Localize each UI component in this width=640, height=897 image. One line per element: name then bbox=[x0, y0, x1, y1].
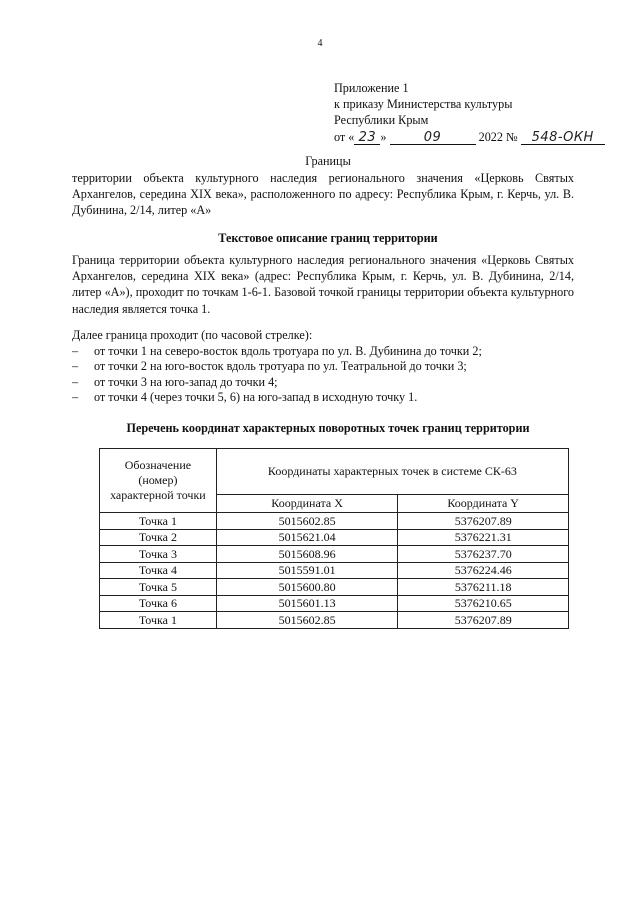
table-cell: Точка 1 bbox=[100, 612, 217, 629]
list-item: – от точки 2 на юго-восток вдоль тротуара по ул. Театральной до точки 3; bbox=[72, 359, 467, 374]
table-cell: 5376221.31 bbox=[398, 529, 569, 546]
date-prefix: от « bbox=[334, 129, 355, 144]
order-number: 548-ОКН bbox=[521, 131, 605, 145]
table-cell: 5376237.70 bbox=[398, 546, 569, 563]
section1-heading: Текстовое описание границ территории bbox=[218, 231, 438, 245]
table-cell: Точка 5 bbox=[100, 579, 217, 596]
table-row bbox=[100, 595, 569, 612]
table-cell: 5015621.04 bbox=[216, 529, 398, 546]
page-number: 4 bbox=[317, 38, 323, 49]
list-item: – от точки 3 на юго-запад до точки 4; bbox=[72, 374, 278, 389]
table-cell: 5376211.18 bbox=[398, 579, 569, 596]
coordinate-system-header: Координаты характерных точек в системе СК-63 bbox=[216, 449, 568, 495]
table-cell: 5376207.89 bbox=[398, 612, 569, 629]
date-day: 23 bbox=[354, 131, 380, 145]
table-cell: 5015601.13 bbox=[216, 595, 398, 612]
table-row bbox=[100, 562, 569, 579]
table-cell: Точка 4 bbox=[100, 562, 217, 579]
date-year: 2022 № bbox=[478, 129, 518, 144]
appendix-block bbox=[334, 80, 605, 145]
dash-marker: – bbox=[72, 359, 79, 374]
table-cell: Точка 1 bbox=[100, 513, 217, 530]
route-intro: Далее граница проходит (по часовой стрелке): bbox=[72, 328, 313, 342]
table-cell: Точка 3 bbox=[100, 546, 217, 563]
x-column-header: Координата X bbox=[216, 495, 398, 513]
table-row bbox=[100, 513, 569, 530]
date-mid: » bbox=[380, 129, 387, 144]
table-cell: 5376224.46 bbox=[398, 562, 569, 579]
coordinates-table bbox=[99, 448, 569, 629]
table-cell: Точка 2 bbox=[100, 529, 217, 546]
table-cell: 5015602.85 bbox=[216, 612, 398, 629]
date-month: 09 bbox=[390, 131, 476, 145]
boundary-description: Граница территории объекта культурного наследия регионального значения «Церковь Святых Архангелов, середина XIX века» (адрес: Республика Крым, г. Керчь, ул. В. Дубинина, 2/14, литер «А»), проходит по точкам 1-6-1. Базовой точкой границы территории объекта культурного наследия является точка 1. bbox=[72, 253, 574, 316]
table-cell: 5376207.89 bbox=[398, 513, 569, 530]
route-list bbox=[72, 344, 482, 406]
table-cell: 5015591.01 bbox=[216, 562, 398, 579]
table-row bbox=[100, 579, 569, 596]
section2-heading: Перечень координат характерных поворотных точек границ территории bbox=[126, 421, 530, 435]
appendix-line-2: к приказу Министерства культуры bbox=[334, 97, 513, 112]
dash-marker: – bbox=[72, 390, 79, 405]
table-row bbox=[100, 612, 569, 629]
appendix-date-line bbox=[334, 129, 605, 145]
document-subtitle: территории объекта культурного наследия регионального значения «Церковь Святых Архангелов, середина XIX века», расположенного по адресу: Республика Крым, г. Керчь, ул. В. Дубинина, 2/14, литер «А» bbox=[72, 171, 574, 218]
document-title: Границы bbox=[305, 154, 351, 168]
appendix-line-1: Приложение 1 bbox=[334, 81, 409, 95]
dash-marker: – bbox=[72, 374, 79, 389]
dash-marker: – bbox=[72, 344, 79, 358]
table-row bbox=[100, 529, 569, 546]
table-cell: Точка 6 bbox=[100, 595, 217, 612]
list-item: – от точки 4 (через точки 5, 6) на юго-запад в исходную точку 1. bbox=[72, 390, 418, 405]
table-cell: 5015600.80 bbox=[216, 579, 398, 596]
y-column-header: Координата Y bbox=[398, 495, 569, 513]
table-row bbox=[100, 546, 569, 563]
list-item: – от точки 1 на северо-восток вдоль тротуара по ул. В. Дубинина до точки 2; bbox=[72, 344, 482, 358]
table-cell: 5376210.65 bbox=[398, 595, 569, 612]
table-cell: 5015608.96 bbox=[216, 546, 398, 563]
table-cell: 5015602.85 bbox=[216, 513, 398, 530]
point-column-header: Обозначение (номер) характерной точки bbox=[100, 449, 217, 513]
appendix-line-3: Республики Крым bbox=[334, 113, 429, 128]
